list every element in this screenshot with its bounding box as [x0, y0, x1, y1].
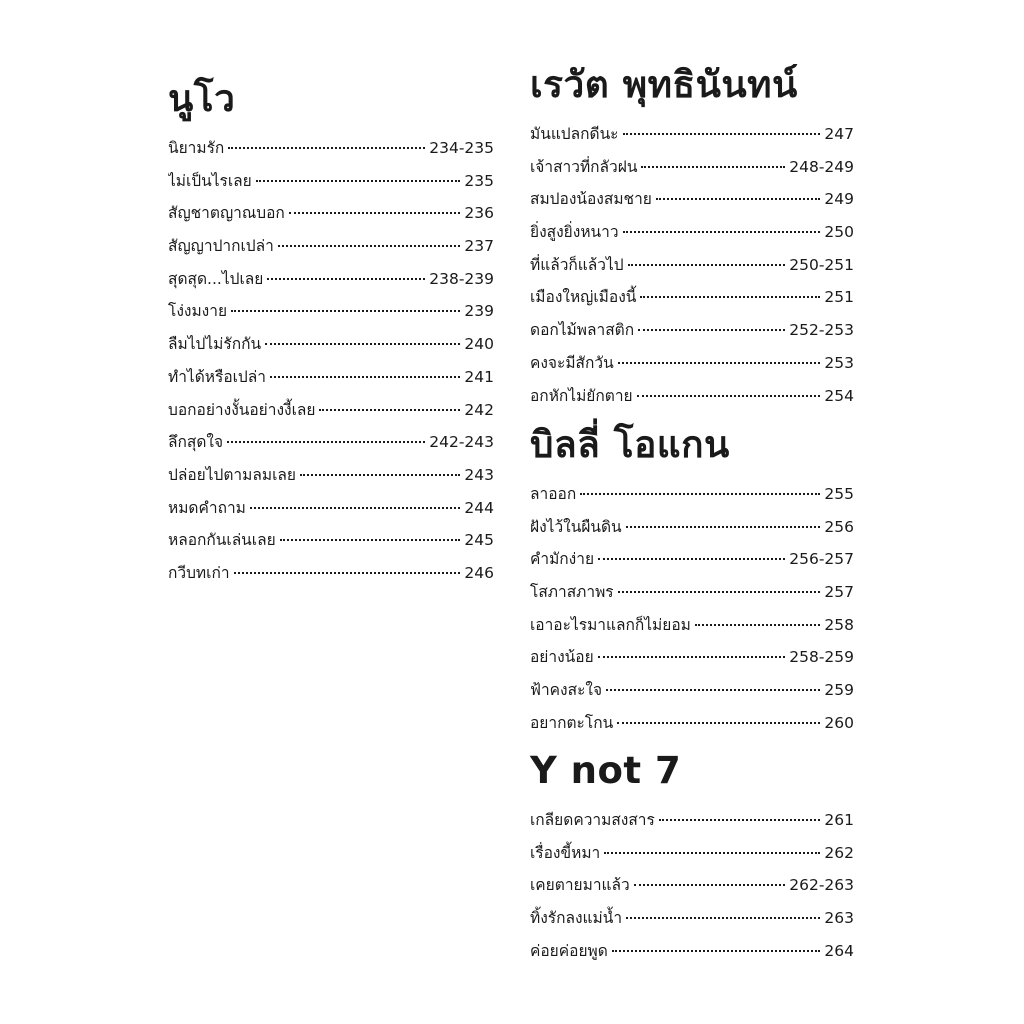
page-number: 260 [824, 713, 854, 732]
toc-entry [530, 543, 854, 576]
dot-leader [617, 722, 820, 724]
song-title: ทำได้หรือเปล่า [168, 367, 266, 386]
toc-entry [530, 314, 854, 347]
dot-leader [234, 572, 461, 574]
song-title: สมปองน้องสมชาย [530, 190, 652, 209]
dot-leader [270, 376, 460, 378]
toc-entry [168, 263, 494, 296]
toc-entry [168, 328, 494, 361]
song-title: บอกอย่างงั้นอย่างงี้เลย [168, 400, 316, 419]
song-title: เกลียดความสงสาร [530, 811, 655, 829]
page-number: 244 [464, 498, 494, 517]
dot-leader [289, 212, 461, 214]
song-title: ที่แล้วก็แล้วไป [530, 255, 624, 274]
dot-leader [598, 656, 786, 658]
toc-entry [530, 935, 854, 968]
toc-entry [530, 804, 854, 837]
dot-leader [267, 278, 425, 280]
song-title: สุดสุด...ไปเลย [168, 269, 264, 288]
page-number: 246 [464, 563, 494, 582]
page-number: 256-257 [789, 550, 854, 569]
page-number: 238-239 [429, 269, 494, 288]
toc-entry [168, 426, 494, 459]
page-number: 261 [824, 811, 854, 829]
page-number: 237 [464, 237, 494, 256]
artist-heading: บิลลี่ โอแกน [530, 423, 730, 466]
song-title: นิยามรัก [168, 139, 225, 157]
toc-entry [168, 459, 494, 492]
song-title: ยิ่งสูงยิ่งหนาว [530, 223, 619, 242]
song-title: กวีบทเก่า [168, 563, 230, 582]
toc-entry [530, 869, 854, 902]
song-title: ฟ้าคงสะใจ [530, 681, 603, 700]
dot-leader [598, 558, 785, 560]
page-number: 255 [824, 485, 854, 503]
dot-leader [626, 526, 821, 528]
dot-leader [612, 950, 821, 952]
dot-leader [604, 852, 820, 854]
page-number: 236 [464, 204, 494, 223]
dot-leader [606, 689, 820, 691]
page-number: 239 [464, 302, 494, 321]
song-title: ทิ้งรักลงแม่น้ำ [530, 909, 623, 928]
toc-entry [530, 576, 854, 609]
page-number: 262-263 [789, 876, 854, 895]
dot-leader [278, 245, 461, 247]
song-title: ไม่เป็นไรเลย [168, 171, 252, 190]
dot-leader [640, 296, 820, 298]
page-number: 259 [824, 681, 854, 700]
song-title: สัญชาตญาณบอก [168, 204, 285, 223]
toc-section [530, 742, 854, 967]
toc-entry [530, 674, 854, 707]
dot-leader [656, 198, 821, 200]
toc-entry [168, 197, 494, 230]
page-number: 264 [824, 941, 854, 960]
song-title: คงจะมีสักวัน [530, 353, 614, 372]
page-number: 256 [824, 517, 854, 536]
page-number: 242-243 [429, 433, 494, 452]
song-title: มันแปลกดีนะ [530, 125, 619, 143]
dot-leader [637, 395, 821, 397]
song-title: คำมักง่าย [530, 550, 595, 569]
page-number: 250 [824, 223, 854, 242]
song-title: หมดคำถาม [168, 498, 246, 517]
toc-entry [530, 281, 854, 314]
song-title: เจ้าสาวที่กลัวฝน [530, 157, 638, 176]
dot-leader [623, 231, 821, 233]
toc-entry [168, 394, 494, 427]
toc-entry [530, 347, 854, 380]
song-title: ลาออก [530, 485, 577, 503]
song-title: โง่งมงาย [168, 302, 228, 321]
toc-entry [530, 216, 854, 249]
toc-entry [530, 183, 854, 216]
artist-heading: Y not 7 [530, 749, 682, 792]
song-title: ปล่อยไปตามลมเลย [168, 465, 296, 484]
page-number: 250-251 [789, 255, 854, 274]
song-title: เอาอะไรมาแลกก็ไม่ยอม [530, 615, 691, 634]
page-number: 243 [464, 465, 494, 484]
page-number: 257 [824, 583, 854, 602]
toc-entry [168, 557, 494, 590]
page-number: 252-253 [789, 321, 854, 340]
page-number: 262 [824, 843, 854, 862]
dot-leader [623, 133, 821, 135]
song-title: อยากตะโกน [530, 713, 614, 732]
dot-leader [250, 507, 461, 509]
toc-entry [530, 380, 854, 413]
song-title: โสภาสภาพร [530, 583, 614, 602]
toc-entry [168, 524, 494, 557]
toc-entry-list [530, 478, 854, 740]
dot-leader [638, 329, 785, 331]
toc-entry-list [530, 804, 854, 967]
toc-entry [530, 641, 854, 674]
page-number: 242 [464, 400, 494, 419]
dot-leader [228, 147, 425, 149]
page-number: 253 [824, 353, 854, 372]
song-title: เคยตายมาแล้ว [530, 876, 630, 895]
toc-entry [168, 165, 494, 198]
dot-leader [256, 180, 461, 182]
song-title: ลึกสุดใจ [168, 433, 224, 452]
page-number: 251 [824, 288, 854, 307]
toc-entry [530, 902, 854, 935]
toc-entry [530, 151, 854, 184]
toc-entry [530, 118, 854, 151]
song-title: อย่างน้อย [530, 648, 594, 667]
dot-leader [231, 310, 460, 312]
page-number: 245 [464, 531, 494, 550]
toc-entry-list [530, 118, 854, 412]
song-title: ค่อยค่อยพูด [530, 941, 608, 960]
song-title: ลืมไปไม่รักกัน [168, 335, 262, 354]
dot-leader [659, 819, 821, 821]
toc-entry [168, 492, 494, 525]
song-title: ดอกไม้พลาสติก [530, 321, 635, 340]
toc-entry [530, 249, 854, 282]
toc-entry [530, 837, 854, 870]
dot-leader [618, 362, 821, 364]
song-title: หลอกกันเล่นเลย [168, 531, 276, 550]
song-title: ฝังไว้ในผืนดิน [530, 517, 622, 536]
toc-section [168, 70, 494, 590]
dot-leader [280, 539, 461, 541]
page-number: 258-259 [789, 648, 854, 667]
dot-leader [580, 493, 820, 495]
toc-entry [530, 478, 854, 511]
toc-entry [168, 361, 494, 394]
dot-leader [618, 591, 821, 593]
page-number: 241 [464, 367, 494, 386]
page-number: 235 [464, 171, 494, 190]
toc-entry [168, 295, 494, 328]
dot-leader [319, 409, 460, 411]
page-number: 249 [824, 190, 854, 209]
dot-leader [641, 166, 785, 168]
toc-section [530, 416, 854, 740]
dot-leader [634, 884, 786, 886]
page-number: 240 [464, 335, 494, 354]
song-title: สัญญาปากเปล่า [168, 237, 274, 256]
toc-entry-list [168, 132, 494, 590]
dot-leader [265, 343, 460, 345]
page-number: 248-249 [789, 157, 854, 176]
page-number: 263 [824, 909, 854, 928]
toc-section [530, 56, 854, 412]
page-number: 258 [824, 615, 854, 634]
toc-entry [530, 707, 854, 740]
toc-entry [530, 511, 854, 544]
toc-entry [530, 609, 854, 642]
artist-heading: นูโว [168, 77, 236, 120]
dot-leader [628, 264, 786, 266]
toc-entry [168, 132, 494, 165]
dot-leader [626, 917, 820, 919]
page-number: 247 [824, 125, 854, 143]
page-number: 254 [824, 386, 854, 405]
song-title: เรื่องขี้หมา [530, 843, 601, 862]
song-title: อกหักไม่ยักตาย [530, 386, 633, 405]
dot-leader [300, 474, 460, 476]
toc-entry [168, 230, 494, 263]
artist-heading: เรวัต พุทธินันทน์ [530, 63, 798, 106]
song-title: เมืองใหญ่เมืองนี้ [530, 288, 637, 307]
dot-leader [695, 624, 821, 626]
page-number: 234-235 [429, 139, 494, 157]
dot-leader [227, 441, 425, 443]
